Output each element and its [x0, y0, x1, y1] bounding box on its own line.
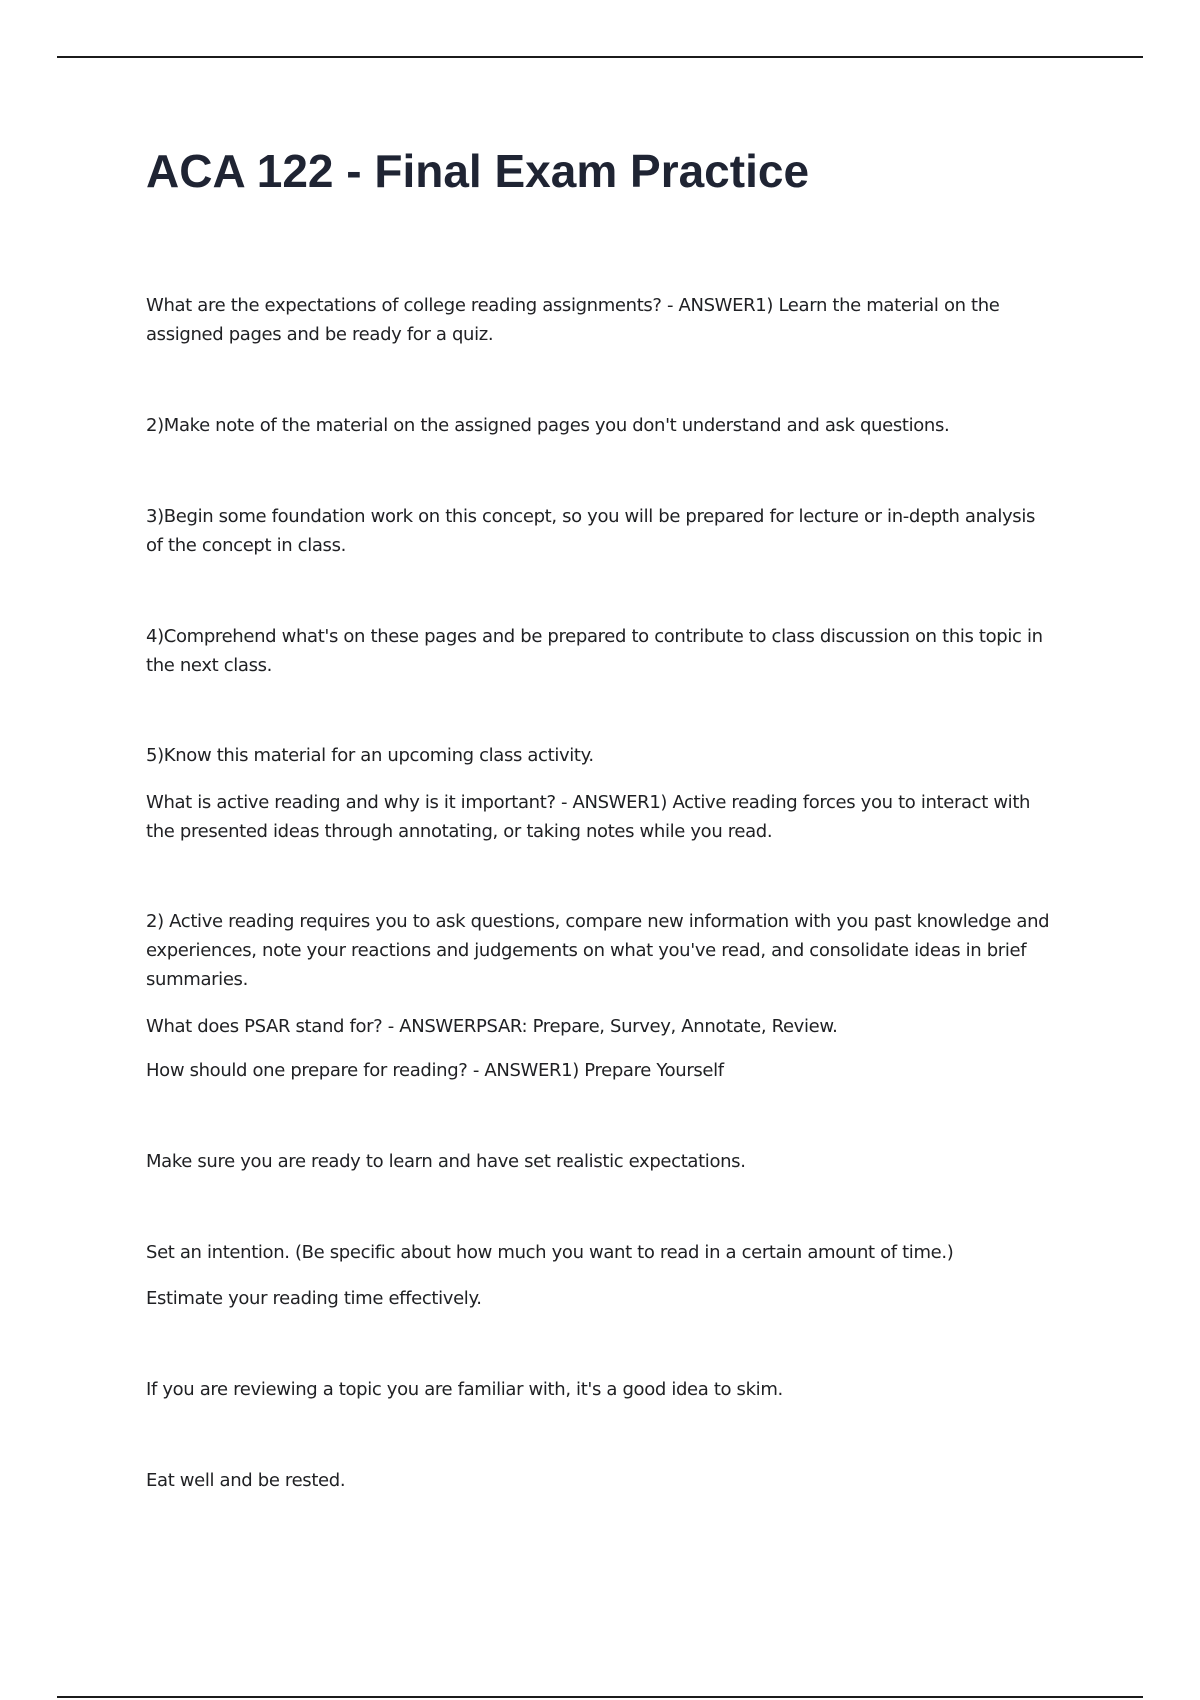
paragraph-question-2: What is active reading and why is it important? - ANSWER1) Active reading forces you to interact with the presented ideas through annotating, or taking notes while you read. [146, 792, 1031, 842]
paragraph-prepare-5: Eat well and be rested. [146, 1470, 346, 1491]
paragraph-prepare-3: Estimate your reading time effectively. [146, 1288, 482, 1309]
paragraph-question-3: What does PSAR stand for? - ANSWERPSAR: Prepare, Survey, Annotate, Review. [146, 1016, 838, 1037]
bottom-rule [57, 1696, 1143, 1698]
paragraph-prepare-4: If you are reviewing a topic you are familiar with, it's a good idea to skim. [146, 1379, 783, 1400]
paragraph-answer-2: 2)Make note of the material on the assigned pages you don't understand and ask questions. [146, 415, 950, 436]
paragraph-question-1: What are the expectations of college reading assignments? - ANSWER1) Learn the material on the assigned pages and be ready for a quiz. [146, 295, 1000, 345]
document-title: ACA 122 - Final Exam Practice [146, 145, 810, 197]
paragraph-answer-active-2: 2) Active reading requires you to ask questions, compare new information with you past knowledge and experiences, note your reactions and judgements on what you've read, and consolidate ideas in brief summaries. [146, 911, 1050, 990]
paragraph-prepare-1: Make sure you are ready to learn and have set realistic expectations. [146, 1151, 746, 1172]
paragraph-answer-5: 5)Know this material for an upcoming class activity. [146, 745, 594, 766]
paragraph-answer-3: 3)Begin some foundation work on this concept, so you will be prepared for lecture or in-depth analysis of the concept in class. [146, 506, 1036, 556]
top-rule [57, 56, 1143, 58]
paragraph-question-4: How should one prepare for reading? - ANSWER1) Prepare Yourself [146, 1060, 724, 1081]
paragraph-answer-4: 4)Comprehend what's on these pages and be prepared to contribute to class discussion on this topic in the next class. [146, 626, 1043, 676]
paragraph-prepare-2: Set an intention. (Be specific about how much you want to read in a certain amount of time.) [146, 1242, 954, 1263]
